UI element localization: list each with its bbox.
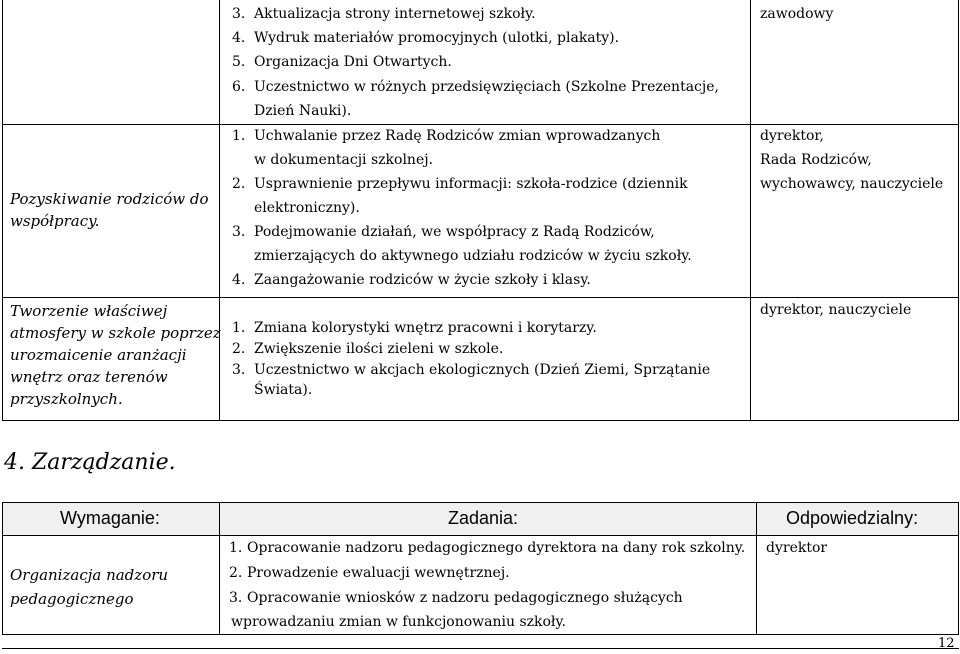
t1-left-border [2,0,3,420]
task-item: 1. Opracowanie nadzoru pedagogicznego dyrektora na dany rok szkolny. [229,540,746,556]
t1-row0-responsible: zawodowy [760,6,834,22]
t2-bottom-border [2,634,959,635]
task-item: 3. Uczestnictwo w akcjach ekologicznych (Dzień Ziemi, Sprzątanie [232,362,711,378]
task-item: 2. Zwiększenie ilości zieleni w szkole. [232,341,504,357]
task-item: 1. Uchwalanie przez Radę Rodziców zmian wprowadzanych [232,128,661,144]
t1-right-border [958,0,959,420]
t1-row1-tasks [232,126,692,290]
task-item: wprowadzaniu zmian w funkcjonowaniu szkoły. [231,614,566,630]
t2-top-border [2,502,959,503]
task-item: w dokumentacji szkolnej. [254,152,434,168]
t1-row2-tasks [232,318,710,400]
t2-header-tasks: Zadania: [448,508,519,528]
task-item: Dzień Nauki). [254,103,352,119]
task-item: 3. Opracowanie wniosków z nadzoru pedagogicznego służących [229,590,683,606]
section-heading: 4. Zarządzanie. [4,450,176,475]
task-item: 1. Zmiana kolorystyki wnętrz pracowni i korytarzy. [232,320,597,336]
t1-row0-tasks [232,4,719,121]
t2-col1-border [219,502,220,635]
task-item: 4. Zaangażowanie rodziców w życie szkoły i klasy. [232,272,591,288]
t1-col2-border [750,0,751,420]
t2-header-responsible: Odpowiedzialny: [786,508,919,528]
t2-left-border [2,502,3,635]
t1-row1-requirement: Pozyskiwanie rodziców do współpracy. [10,190,209,230]
task-item: 4. Wydruk materiałów promocyjnych (ulotki, plakaty). [232,30,620,46]
t1-row2-requirement: Tworzenie właściwej atmosfery w szkole poprzez urozmaicenie aranżacji wnętrz oraz terenów przyszkolnych. [10,302,221,408]
t2-row-tasks [229,538,745,632]
t1-row-divider-1 [2,124,959,125]
task-item: 3. Aktualizacja strony internetowej szkoły. [232,6,536,22]
task-item: elektroniczny). [254,200,360,216]
task-item: Świata). [254,382,313,398]
t2-col2-border [756,502,757,635]
task-item: 2. Prowadzenie ewaluacji wewnętrznej. [229,565,510,581]
task-item: 6. Uczestnictwo w różnych przedsięwzięciach (Szkolne Prezentacje, [232,79,719,95]
task-item: 3. Podejmowanie działań, we współpracy z Radą Rodziców, [232,224,655,240]
t2-row-requirement: Organizacja nadzoru pedagogicznego [10,566,169,608]
page-number: 12 [938,636,955,651]
t2-right-border [958,502,959,635]
t2-row-responsible: dyrektor [766,540,828,556]
t1-row2-responsible: dyrektor, nauczyciele [760,302,912,318]
t1-row1-responsible: dyrektor, Rada Rodziców, wychowawcy, nauczyciele [760,128,944,192]
t1-bottom-border [2,420,959,421]
t2-header-requirement: Wymaganie: [60,508,160,528]
task-item: 2. Usprawnienie przepływu informacji: szkoła-rodzice (dziennik [232,176,688,192]
footer-rule [2,648,959,649]
t2-header-divider [2,535,959,536]
t1-row-divider-2 [2,297,959,298]
task-item: 5. Organizacja Dni Otwartych. [232,54,452,70]
task-item: zmierzających do aktywnego udziału rodziców w życiu szkoły. [254,248,692,264]
